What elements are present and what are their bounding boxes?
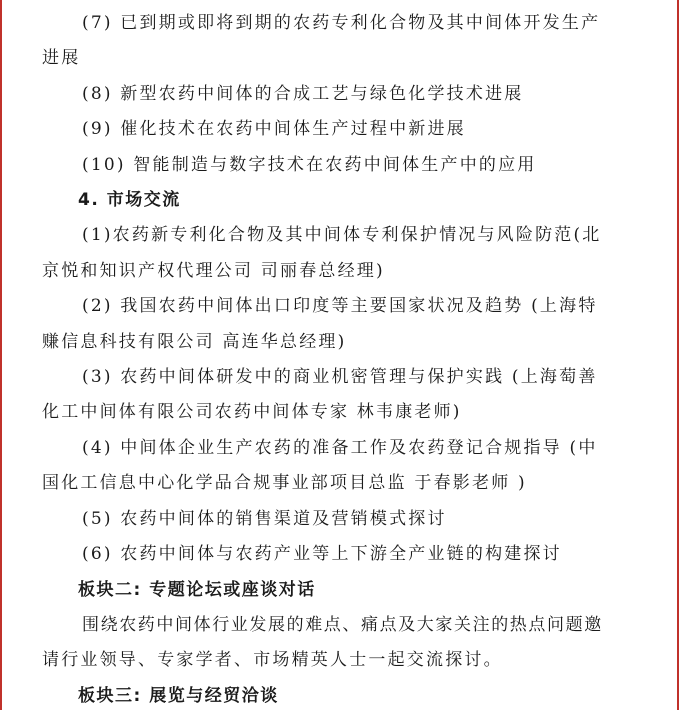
text-line: 京悦和知识产权代理公司 司丽春总经理) — [42, 260, 385, 281]
text-line: (6) 农药中间体与农药产业等上下游全产业链的构建探讨 — [82, 544, 562, 565]
text-line: 赚信息科技有限公司 高连华总经理) — [42, 331, 347, 352]
section-heading: 4. 市场交流 — [78, 190, 181, 211]
text-line: 进展 — [42, 48, 81, 69]
text-line: (7) 已到期或即将到期的农药专利化合物及其中间体开发生产 — [82, 13, 601, 33]
text-line: 国化工信息中心化学品合规事业部项目总监 于春影老师 ) — [42, 473, 527, 494]
text-line: (8) 新型农药中间体的合成工艺与绿色化学技术进展 — [82, 83, 524, 104]
section-heading: 板块二: 专题论坛或座谈对话 — [78, 579, 316, 600]
text-line: 请行业领导、专家学者、市场精英人士一起交流探讨。 — [42, 650, 503, 671]
text-line: (1)农药新专利化合物及其中间体专利保护情况与风险防范(北 — [82, 225, 602, 246]
text-line: 围绕农药中间体行业发展的难点、痛点及大家关注的热点问题邀 — [82, 614, 603, 635]
text-line: (5) 农药中间体的销售渠道及营销模式探讨 — [82, 508, 447, 529]
text-line: (3) 农药中间体研发中的商业机密管理与保护实践 (上海萄善 — [82, 367, 598, 388]
text-line: (2) 我国农药中间体出口印度等主要国家状况及趋势 (上海特 — [82, 296, 598, 317]
document-body — [42, 6, 632, 714]
text-line: (4) 中间体企业生产农药的准备工作及农药登记合规指导 (中 — [82, 437, 598, 458]
text-line: 化工中间体有限公司农药中间体专家 林韦康老师) — [42, 402, 462, 423]
text-line: (10) 智能制造与数字技术在农药中间体生产中的应用 — [82, 154, 537, 175]
text-line: (9) 催化技术在农药中间体生产过程中新进展 — [82, 119, 466, 140]
section-heading: 板块三: 展览与经贸洽谈 — [78, 685, 279, 706]
